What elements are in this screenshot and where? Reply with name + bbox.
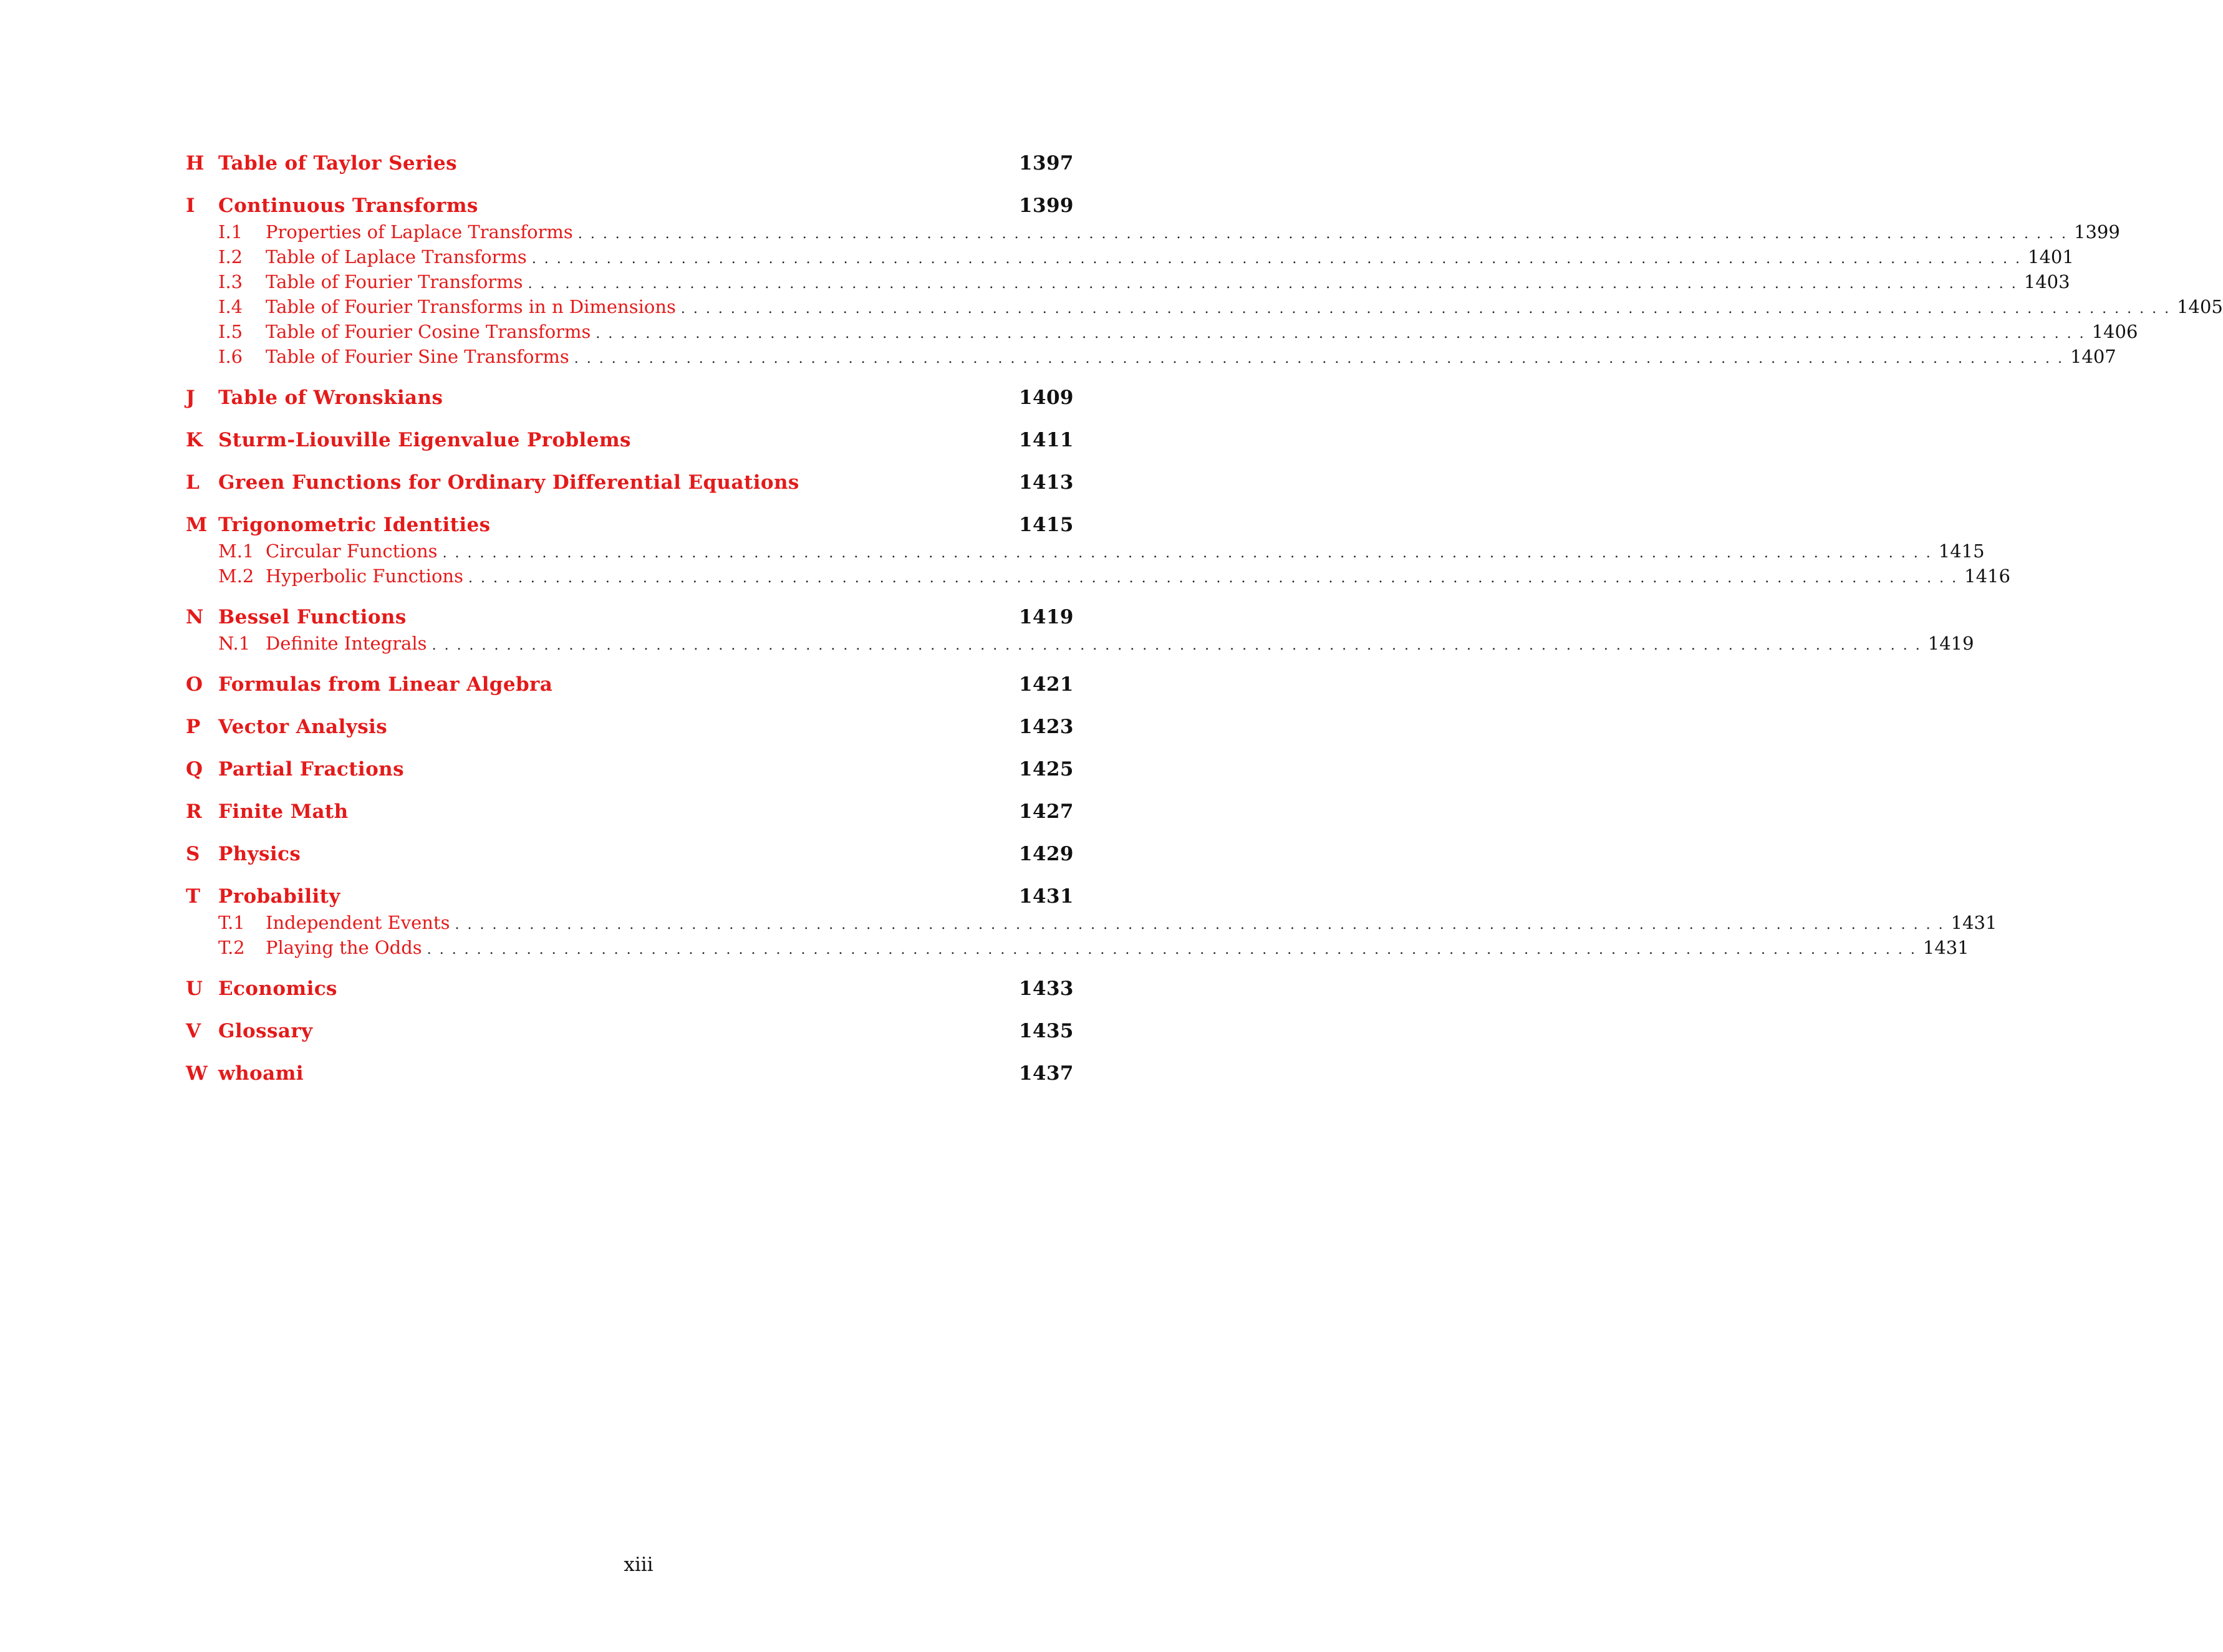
- section-page-number: 1406: [2091, 321, 2138, 342]
- toc-chapter-link[interactable]: [186, 603, 1096, 631]
- toc-chapter-link[interactable]: [186, 511, 1096, 539]
- toc-section-link[interactable]: [186, 344, 2116, 369]
- chapter-title[interactable]: Economics: [218, 977, 337, 1000]
- toc-chapter-link[interactable]: [186, 192, 1096, 219]
- chapter-page-number: 1435: [1019, 1020, 1074, 1042]
- chapter-title[interactable]: Table of Wronskians: [218, 387, 443, 409]
- section-number: I.4: [218, 296, 243, 317]
- toc-chapter-w: [186, 1060, 1096, 1087]
- dot-leader: ........................................................................................................................: [455, 917, 1951, 933]
- toc-chapter-l: [186, 469, 1096, 496]
- toc-chapter-link[interactable]: [186, 1017, 1096, 1045]
- section-title[interactable]: Definite Integrals: [266, 633, 427, 654]
- section-page-number: 1407: [2070, 346, 2116, 367]
- chapter-title[interactable]: Vector Analysis: [218, 716, 388, 738]
- section-page-number: 1431: [1922, 937, 1969, 958]
- dot-leader: ........................................................................................................................: [432, 638, 1928, 653]
- chapter-letter: S: [186, 843, 200, 865]
- toc-section-link[interactable]: [186, 910, 1997, 935]
- section-number: I.5: [218, 321, 243, 342]
- toc-chapter-link[interactable]: [186, 671, 1096, 698]
- dot-leader: ........................................................................................................................: [680, 301, 2177, 317]
- section-number: T.1: [218, 912, 245, 933]
- dot-leader: ........................................................................................................................: [596, 326, 2092, 342]
- chapter-letter: Q: [186, 758, 203, 780]
- toc-chapter-link[interactable]: [186, 975, 1096, 1002]
- toc-chapter-link[interactable]: [186, 883, 1096, 910]
- section-title[interactable]: Table of Fourier Cosine Transforms: [266, 321, 591, 342]
- chapter-title[interactable]: Finite Math: [218, 800, 349, 823]
- chapter-letter: T: [186, 885, 201, 908]
- section-page-number: 1431: [1951, 912, 1997, 933]
- section-title[interactable]: Table of Fourier Transforms in n Dimensions: [266, 296, 676, 317]
- toc-section-link[interactable]: [186, 564, 2010, 588]
- chapter-page-number: 1433: [1019, 977, 1074, 1000]
- section-page-number: 1399: [2074, 221, 2120, 243]
- section-number: I.3: [218, 271, 243, 292]
- section-number: N.1: [218, 633, 251, 654]
- chapter-letter: K: [186, 429, 203, 451]
- section-page-number: 1416: [1964, 565, 2010, 587]
- chapter-letter: I: [186, 194, 195, 217]
- toc-chapter-r: [186, 798, 1096, 825]
- toc-section-link[interactable]: [186, 631, 1974, 656]
- chapter-title[interactable]: Partial Fractions: [218, 758, 404, 780]
- chapter-letter: U: [186, 977, 203, 1000]
- toc-chapter-q: [186, 756, 1096, 783]
- toc-chapter-n: [186, 603, 1974, 656]
- toc-chapter-link[interactable]: [186, 384, 1096, 411]
- toc-chapter-link[interactable]: [186, 840, 1096, 868]
- toc-chapter-link[interactable]: [186, 798, 1096, 825]
- section-title[interactable]: Table of Fourier Sine Transforms: [266, 346, 569, 367]
- section-title[interactable]: Table of Laplace Transforms: [266, 246, 527, 267]
- toc-chapter-link[interactable]: [186, 1060, 1096, 1087]
- chapter-letter: L: [186, 471, 200, 494]
- section-page-number: 1419: [1927, 633, 1974, 654]
- chapter-page-number: 1397: [1019, 152, 1074, 175]
- dot-leader: ........................................................................................................................: [574, 351, 2070, 367]
- chapter-page-number: 1415: [1019, 514, 1074, 536]
- chapter-page-number: 1399: [1019, 194, 1074, 217]
- section-title[interactable]: Hyperbolic Functions: [266, 565, 463, 587]
- chapter-page-number: 1429: [1019, 843, 1074, 865]
- chapter-letter: O: [186, 673, 203, 696]
- dot-leader: ........................................................................................................................: [427, 942, 1923, 958]
- section-page-number: 1401: [2028, 246, 2074, 267]
- chapter-page-number: 1409: [1019, 387, 1074, 409]
- chapter-page-number: 1419: [1019, 606, 1074, 628]
- toc-chapter-j: [186, 384, 1096, 411]
- chapter-page-number: 1425: [1019, 758, 1074, 780]
- chapter-title[interactable]: Sturm-Liouville Eigenvalue Problems: [218, 429, 631, 451]
- toc-chapter-link[interactable]: [186, 756, 1096, 783]
- section-page-number: 1415: [1938, 540, 1985, 562]
- section-number: T.2: [218, 937, 245, 958]
- chapter-page-number: 1421: [1019, 673, 1074, 696]
- section-number: I.2: [218, 246, 243, 267]
- chapter-page-number: 1423: [1019, 716, 1074, 738]
- section-title[interactable]: Table of Fourier Transforms: [266, 271, 523, 292]
- toc-section-link[interactable]: [186, 935, 1969, 960]
- toc-chapter-k: [186, 426, 1096, 454]
- section-page-number: 1405: [2177, 296, 2223, 317]
- table-of-contents: [186, 150, 2223, 1102]
- chapter-title[interactable]: Probability: [218, 885, 340, 908]
- chapter-title[interactable]: whoami: [218, 1062, 304, 1085]
- toc-chapter-link[interactable]: [186, 426, 1096, 454]
- section-title[interactable]: Playing the Odds: [266, 937, 422, 958]
- toc-section-link[interactable]: [186, 219, 2120, 244]
- toc-chapter-u: [186, 975, 1096, 1002]
- toc-chapter-t: [186, 883, 1997, 960]
- chapter-title[interactable]: Physics: [218, 843, 301, 865]
- dot-leader: ........................................................................................................................: [468, 570, 1965, 586]
- chapter-title[interactable]: Formulas from Linear Algebra: [218, 673, 553, 696]
- toc-chapter-i: [186, 192, 2223, 369]
- chapter-title[interactable]: Glossary: [218, 1020, 313, 1042]
- section-title[interactable]: Independent Events: [266, 912, 450, 933]
- page-number: xiii: [624, 1554, 653, 1576]
- chapter-title[interactable]: Bessel Functions: [218, 606, 407, 628]
- chapter-page-number: 1427: [1019, 800, 1074, 823]
- chapter-letter: N: [186, 606, 204, 628]
- section-number: I.1: [218, 221, 243, 243]
- dot-leader: ........................................................................................................................: [442, 545, 1939, 561]
- toc-section-link[interactable]: [186, 539, 1985, 564]
- section-number: M.1: [218, 540, 254, 562]
- chapter-title[interactable]: Continuous Transforms: [218, 194, 478, 217]
- dot-leader: ........................................................................................................................: [577, 226, 2075, 242]
- chapter-title[interactable]: Green Functions for Ordinary Differential Equations: [218, 471, 799, 494]
- toc-section-link[interactable]: [186, 319, 2138, 344]
- toc-chapter-link[interactable]: [186, 713, 1096, 741]
- toc-chapter-v: [186, 1017, 1096, 1045]
- toc-chapter-o: [186, 671, 1096, 698]
- toc-section-link[interactable]: [186, 244, 2074, 269]
- dot-leader: ........................................................................................................................: [528, 276, 2024, 292]
- toc-chapter-m: [186, 511, 2010, 588]
- toc-section-link[interactable]: [186, 269, 2070, 294]
- section-number: I.6: [218, 346, 243, 367]
- chapter-letter: M: [186, 514, 208, 536]
- toc-chapter-p: [186, 713, 1096, 741]
- toc-chapter-link[interactable]: [186, 150, 1096, 177]
- section-title[interactable]: Properties of Laplace Transforms: [266, 221, 573, 243]
- section-title[interactable]: Circular Functions: [266, 540, 438, 562]
- chapter-letter: P: [186, 716, 201, 738]
- chapter-letter: J: [186, 387, 196, 409]
- dot-leader: ........................................................................................................................: [531, 251, 2028, 267]
- chapter-letter: R: [186, 800, 203, 823]
- chapter-letter: W: [186, 1062, 208, 1085]
- toc-section-link[interactable]: [186, 294, 2223, 319]
- chapter-page-number: 1413: [1019, 471, 1074, 494]
- chapter-page-number: 1437: [1019, 1062, 1074, 1085]
- section-number: M.2: [218, 565, 254, 587]
- toc-chapter-h: [186, 150, 1096, 177]
- chapter-letter: H: [186, 152, 205, 175]
- section-page-number: 1403: [2023, 271, 2070, 292]
- chapter-title[interactable]: Trigonometric Identities: [218, 514, 491, 536]
- toc-chapter-s: [186, 840, 1096, 868]
- chapter-page-number: 1411: [1019, 429, 1074, 451]
- chapter-letter: V: [186, 1020, 201, 1042]
- chapter-title[interactable]: Table of Taylor Series: [218, 152, 457, 175]
- chapter-page-number: 1431: [1019, 885, 1074, 908]
- toc-chapter-link[interactable]: [186, 469, 1096, 496]
